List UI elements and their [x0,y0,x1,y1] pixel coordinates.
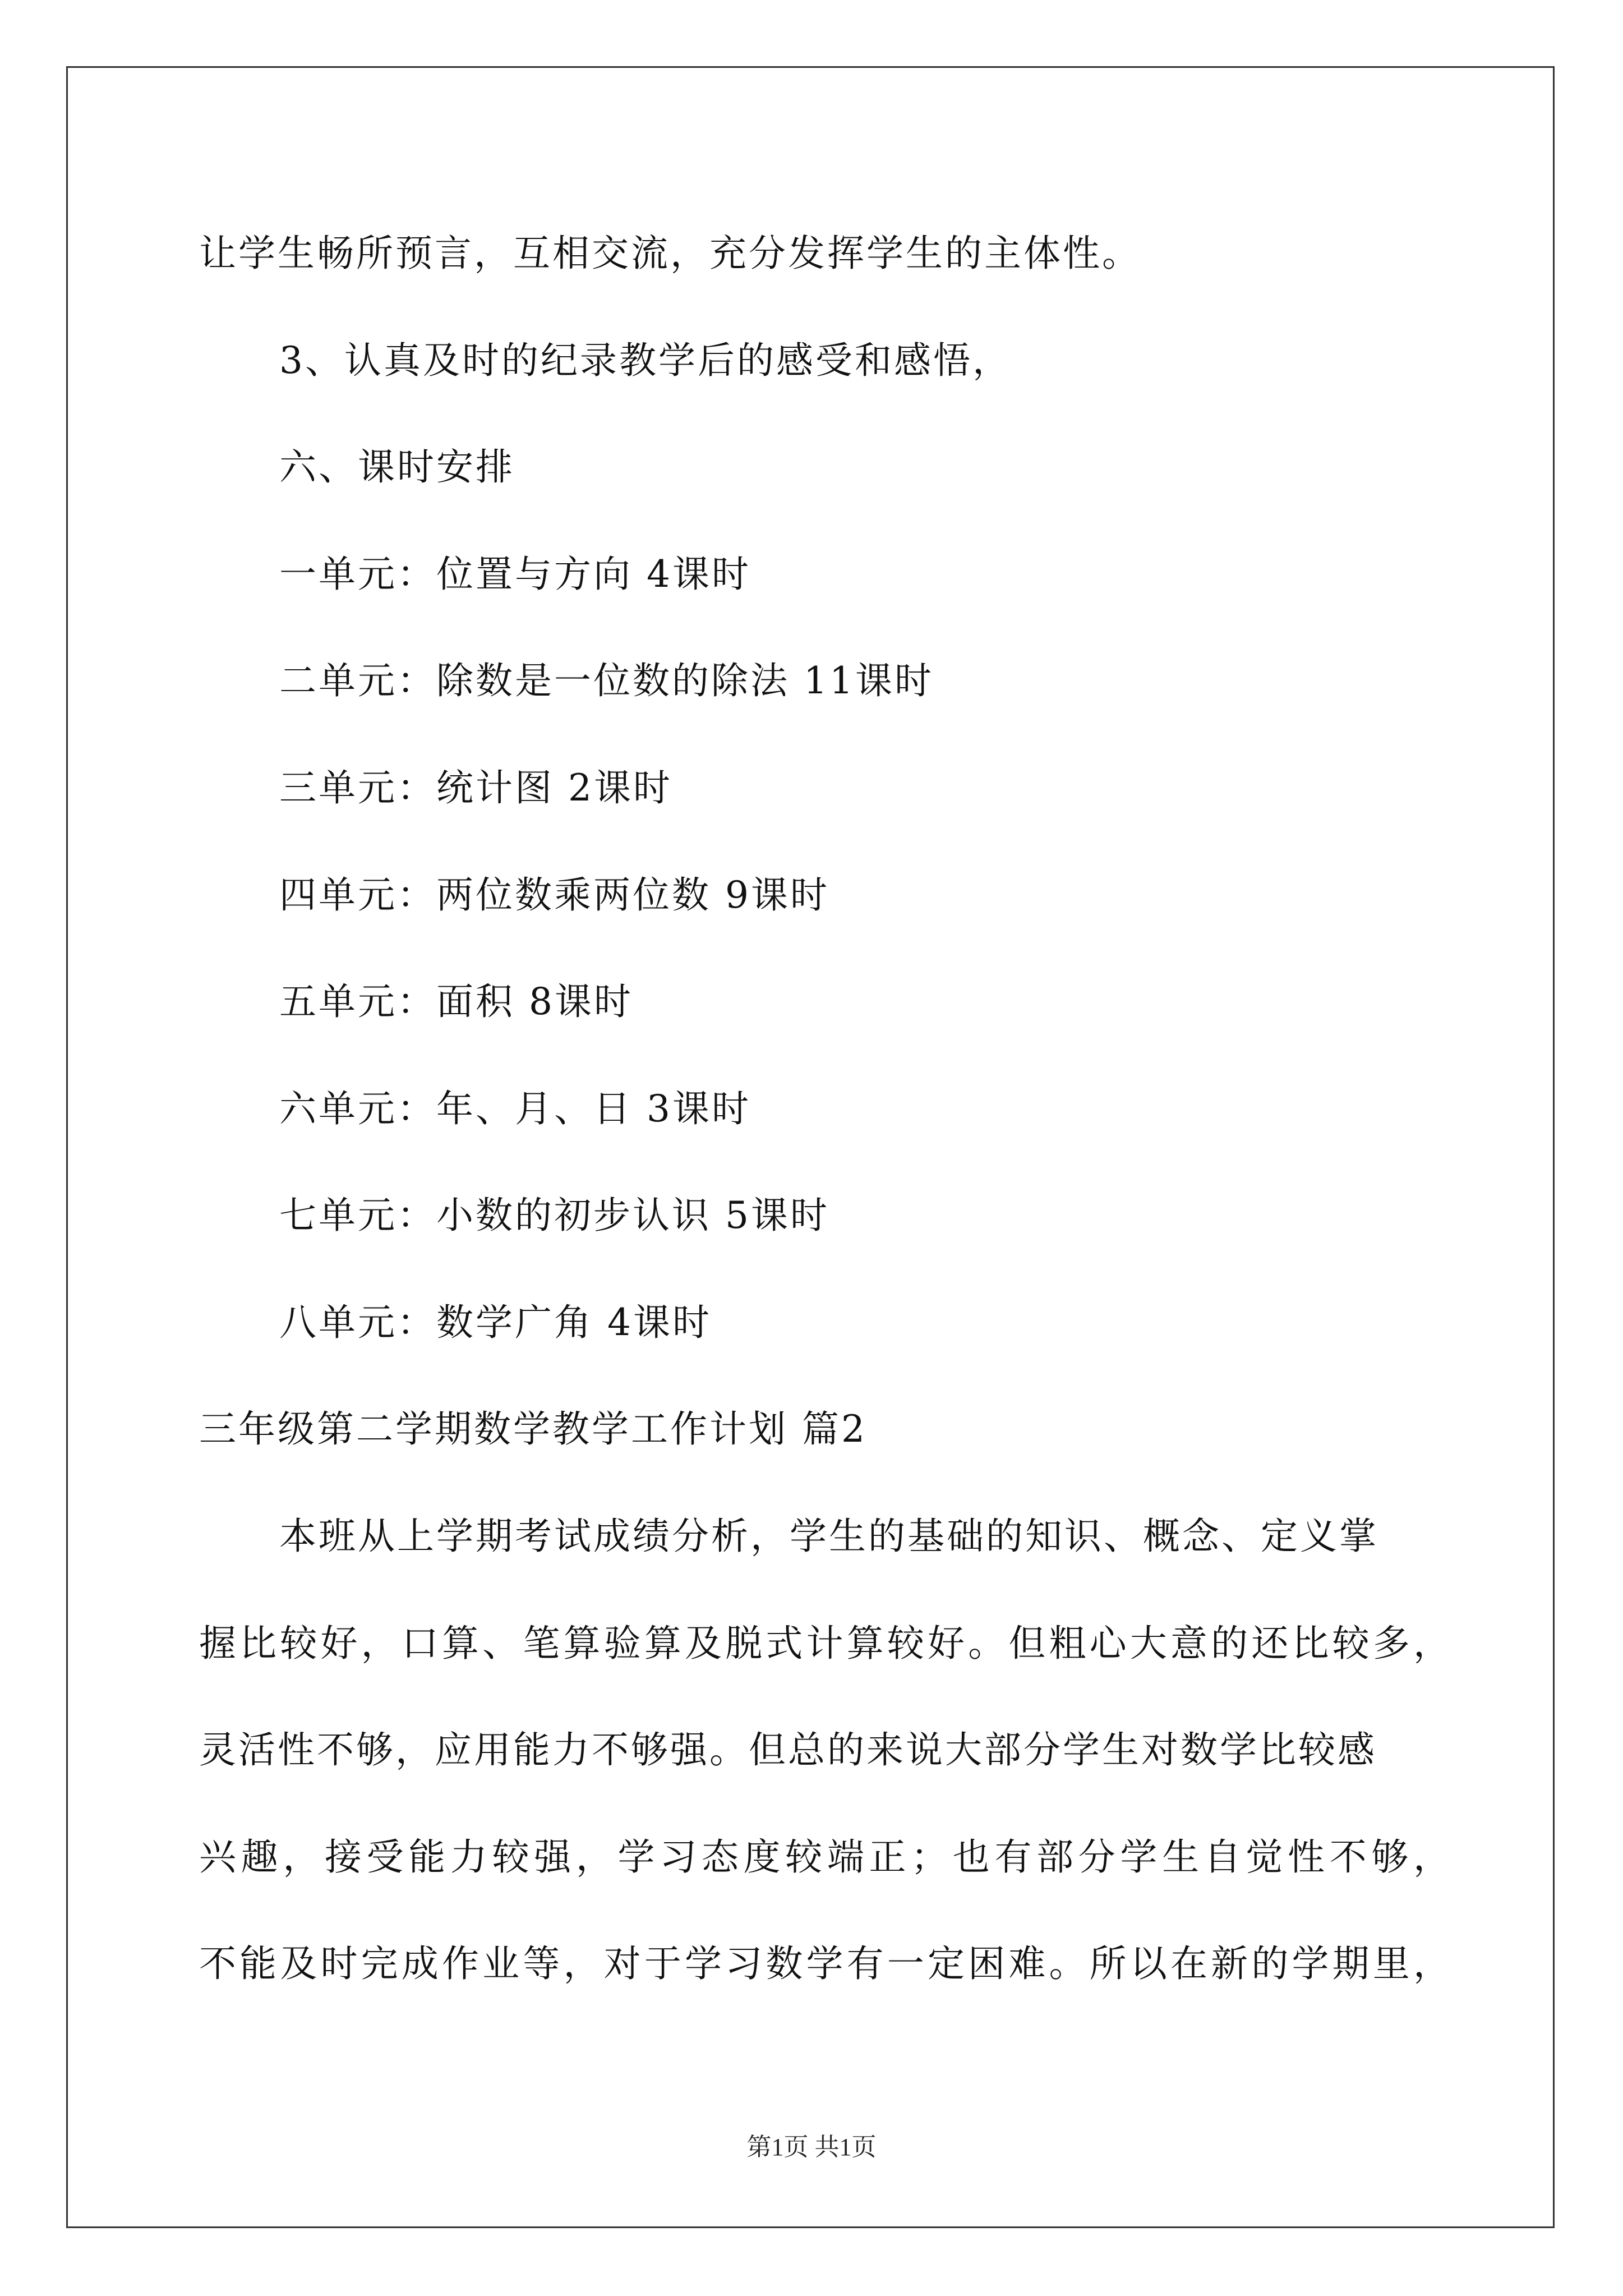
paragraph-line: 不能及时完成作业等，对于学习数学有一定困难。所以在新的学期里， [199,1942,1453,1985]
unit-schedule-item: 一单元：位置与方向 4课时 [279,553,751,596]
paragraph-line: 握比较好，口算、笔算验算及脱式计算较好。但粗心大意的还比较多， [199,1622,1453,1665]
section-heading: 六、课时安排 [279,445,515,489]
unit-schedule-item: 三单元：统计图 2课时 [279,766,672,809]
unit-schedule-item: 七单元：小数的初步认识 5课时 [279,1194,829,1237]
unit-schedule-item: 四单元：两位数乘两位数 9课时 [279,873,829,917]
unit-schedule-item: 八单元：数学广角 4课时 [279,1301,712,1344]
paragraph-line: 兴趣，接受能力较强，学习态度较端正；也有部分学生自觉性不够， [199,1835,1453,1879]
unit-schedule-item: 六单元：年、月、日 3课时 [279,1087,751,1130]
article-title: 三年级第二学期数学教学工作计划 篇2 [199,1407,867,1451]
paragraph-line: 本班从上学期考试成绩分析，学生的基础的知识、概念、定义掌 [279,1515,1378,1558]
paragraph-line: 灵活性不够，应用能力不够强。但总的来说大部分学生对数学比较感 [199,1728,1377,1772]
paragraph-line: 让学生畅所预言，互相交流，充分发挥学生的主体性。 [199,232,1141,275]
unit-schedule-item: 五单元：面积 8课时 [279,980,633,1023]
page-border [66,66,1555,2228]
page-number-footer: 第1页 共1页 [746,2133,877,2161]
paragraph-line: 3、认真及时的纪录教学后的感受和感悟， [279,339,1012,382]
unit-schedule-item: 二单元：除数是一位数的除法 11课时 [279,659,934,702]
